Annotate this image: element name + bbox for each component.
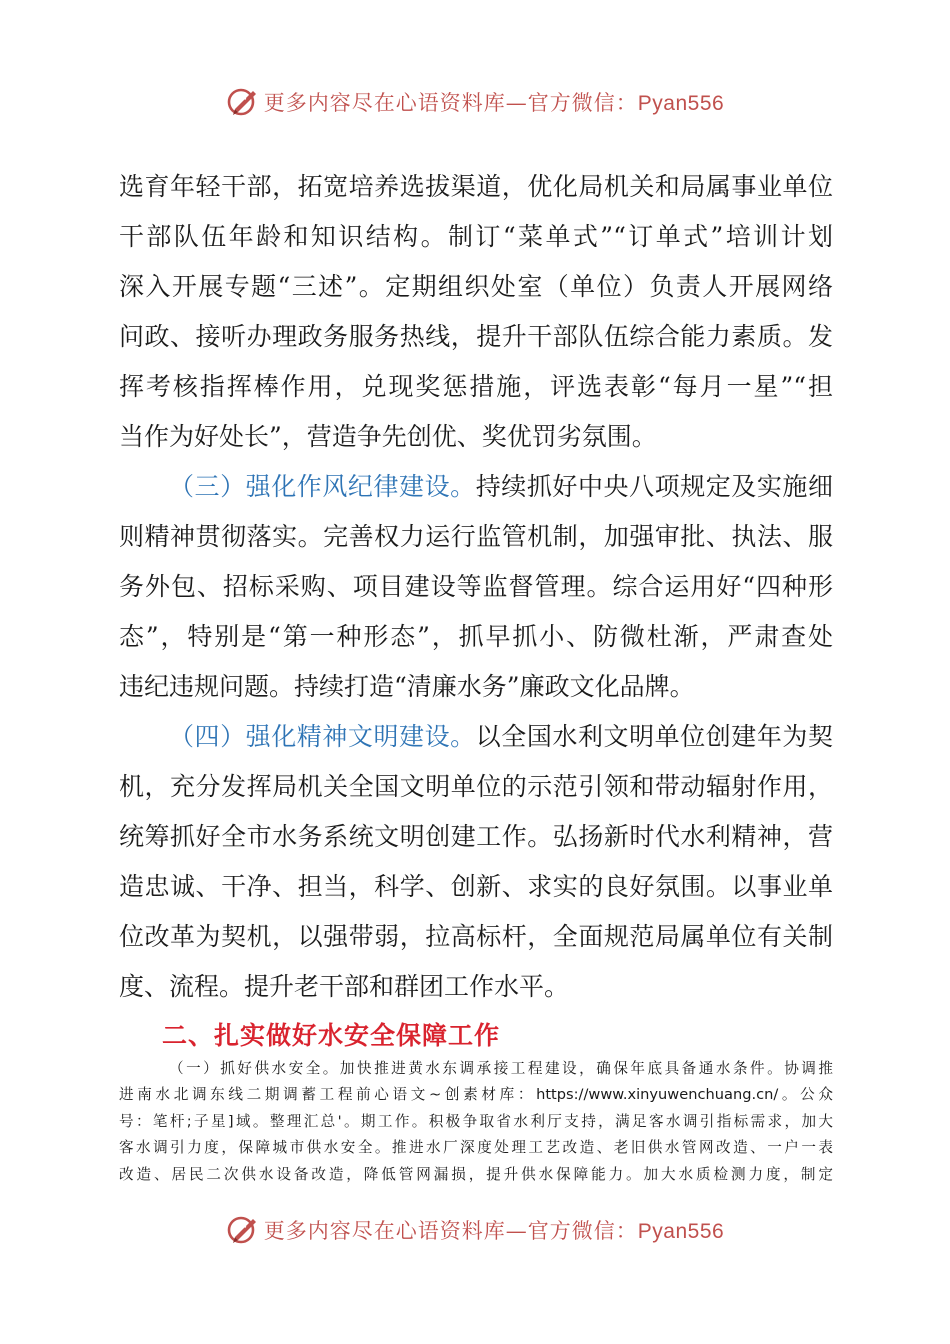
text-line: （一）抓好供水安全。加快推进黄水东调承接工程建设，确保年底具备通水条件。协调推 bbox=[169, 1060, 833, 1077]
text-line: 号：笔杆;子星]域。整理汇总'。期工作。积极争取省水利厅支持，满足客水调引指标需求，加大 bbox=[119, 1112, 833, 1130]
section-two-paragraph bbox=[119, 1056, 833, 1188]
watermark-text bbox=[264, 87, 724, 117]
text-line: 当作为好处长”，营造争先创优、奖优罚劣氛围。 bbox=[119, 422, 657, 451]
header-watermark bbox=[0, 82, 950, 122]
watermark-wechat-id: Pyan556 bbox=[637, 1220, 725, 1243]
paragraph-discipline bbox=[119, 462, 833, 712]
pen-logo-icon bbox=[226, 1213, 260, 1247]
text-line: 干部队伍年龄和知识结构。制订“菜单式”“订单式”培训计划 bbox=[119, 222, 833, 251]
text-line: 客水调引力度，保障城市供水安全。推进水厂深度处理工艺改造、老旧供水管网改造、一户一表 bbox=[119, 1139, 833, 1157]
text-line: 位改革为契机，以强带弱，拉高标杆，全面规范局属单位有关制 bbox=[119, 922, 833, 951]
text-line: 务外包、招标采购、项目建设等监督管理。综合运用好“四种形 bbox=[119, 572, 833, 601]
subheading-civilization: （四）强化精神文明建设。 bbox=[169, 722, 476, 751]
text-line: 态”，特别是“第一种形态”，抓早抓小、防微杜渐，严肃查处 bbox=[119, 622, 833, 651]
watermark-prefix: 更多内容尽在心语资料库—官方微信： bbox=[263, 91, 638, 115]
text-line: 统筹抓好全市水务系统文明创建工作。弘扬新时代水利精神，营 bbox=[119, 822, 833, 851]
watermark-text bbox=[264, 1215, 724, 1245]
text-line: 进南水北调东线二期调蓄工程前心语文~创素材库：https://www.xinyuwenchuang.cn/。公众 bbox=[119, 1086, 833, 1104]
paragraph-continuation bbox=[119, 162, 833, 462]
section-heading: 二、扎实做好水安全保障工作 bbox=[162, 1021, 501, 1050]
footer-watermark bbox=[0, 1210, 950, 1250]
text-line: 度、流程。提升老干部和群团工作水平。 bbox=[119, 972, 570, 1001]
watermark-wechat-id: Pyan556 bbox=[637, 92, 725, 115]
text-line bbox=[119, 712, 833, 762]
pen-logo-icon bbox=[226, 85, 260, 119]
text-line: 违纪违规问题。持续打造“清廉水务”廉政文化品牌。 bbox=[119, 672, 695, 701]
text-line: 深入开展专题“三述”。定期组织处室（单位）负责人开展网络 bbox=[119, 272, 833, 301]
text-line: 则精神贯彻落实。完善权力运行监管机制，加强审批、执法、服 bbox=[119, 522, 833, 551]
subheading-discipline: （三）强化作风纪律建设。 bbox=[169, 472, 476, 501]
text-line: 机，充分发挥局机关全国文明单位的示范引领和带动辐射作用， bbox=[119, 772, 833, 801]
text-line: 问政、接听办理政务服务热线，提升干部队伍综合能力素质。发 bbox=[119, 322, 833, 351]
watermark-prefix: 更多内容尽在心语资料库—官方微信： bbox=[263, 1219, 638, 1243]
text-line: 改造、居民二次供水设备改造，降低管网漏损，提升供水保障能力。加大水质检测力度，制定 bbox=[119, 1165, 833, 1183]
text-fragment: 以全国水利文明单位创建年为契 bbox=[475, 722, 833, 751]
text-line: 选育年轻干部，拓宽培养选拔渠道，优化局机关和局属事业单位 bbox=[119, 172, 833, 201]
text-line: 挥考核指挥棒作用，兑现奖惩措施，评选表彰“每月一星”“担 bbox=[119, 372, 833, 401]
text-line: 造忠诚、干净、担当，科学、创新、求实的良好氛围。以事业单 bbox=[119, 872, 833, 901]
paragraph-civilization bbox=[119, 712, 833, 1012]
text-fragment: 持续抓好中央八项规定及实施细 bbox=[475, 472, 833, 501]
text-line bbox=[119, 462, 833, 512]
